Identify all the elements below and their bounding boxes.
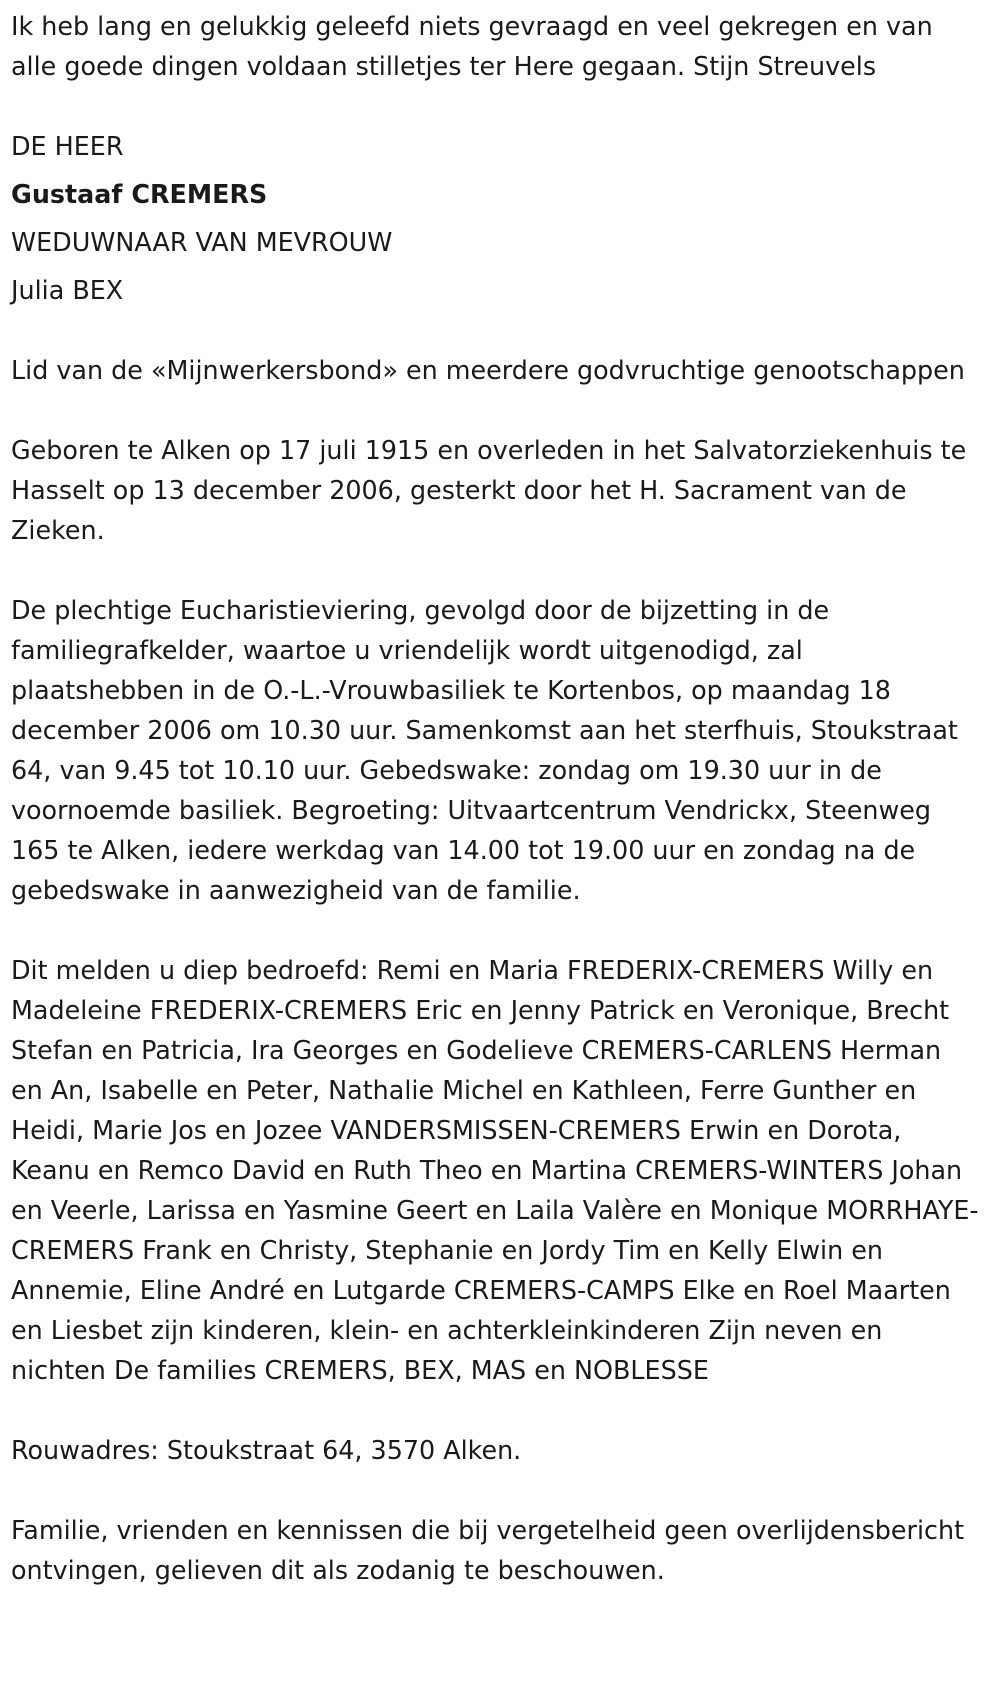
- birth-death-paragraph: Geboren te Alken op 17 juli 1915 en overleden in het Salvatorziekenhuis te Hasselt op 13 december 2006, gesterkt door het H. Sacrament van de Zieken.: [11, 435, 967, 545]
- ceremony-paragraph: De plechtige Eucharistieviering, gevolgd door de bijzetting in de familiegrafkelder, waartoe u vriendelijk wordt uitgenodigd, zal plaatshebben in de O.-L.-Vrouwbasiliek te Kortenbos, op maandag 18 december 2006 om 10.30 uur. Samenkomst aan het sterfhuis, Stoukstraat 64, van 9.45 tot 10.10 uur. Gebedswake: zondag om 19.30 uur in de voornoemde basiliek. Begroeting: Uitvaartcentrum Vendrickx, Steenweg 165 te Alken, iedere werkdag van 14.00 tot 19.00 uur en zondag na de gebedswake in aanwezigheid van de familie.: [11, 595, 958, 905]
- deceased-name: Gustaaf CREMERS: [11, 179, 268, 209]
- spouse-name: Julia BEX: [11, 275, 124, 305]
- closing-paragraph: Familie, vrienden en kennissen die bij vergetelheid geen overlijdensbericht ontvingen, gelieven dit als zodanig te beschouwen.: [11, 1515, 965, 1585]
- opening-quote: Ik heb lang en gelukkig geleefd niets gevraagd en veel gekregen en van alle goede dingen voldaan stilletjes ter Here gegaan. Stijn Streuvels: [11, 11, 933, 81]
- relation-label: WEDUWNAAR VAN MEVROUW: [11, 227, 393, 257]
- mourning-address: Rouwadres: Stoukstraat 64, 3570 Alken.: [11, 1435, 522, 1465]
- membership-paragraph: Lid van de «Mijnwerkersbond» en meerdere godvruchtige genootschappen: [11, 355, 965, 385]
- family-paragraph: Dit melden u diep bedroefd: Remi en Maria FREDERIX-CREMERS Willy en Madeleine FREDERIX-CREMERS Eric en Jenny Patrick en Veronique, Brecht Stefan en Patricia, Ira Georges en Godelieve CREMERS-CARLENS Herman en An, Isabelle en Peter, Nathalie Michel en Kathleen, Ferre Gunther en Heidi, Marie Jos en Jozee VANDERSMISSEN-CREMERS Erwin en Dorota, Keanu en Remco David en Ruth Theo en Martina CREMERS-WINTERS Johan en Veerle, Larissa en Yasmine Geert en Laila Valère en Monique MORRHAYE-CREMERS Frank en Christy, Stephanie en Jordy Tim en Kelly Elwin en Annemie, Eline André en Lutgarde CREMERS-CAMPS Elke en Roel Maarten en Liesbet zijn kinderen, klein- en achterkleinkinderen Zijn neven en nichten De families CREMERS, BEX, MAS en NOBLESSE: [11, 955, 979, 1385]
- deceased-heading: [11, 126, 980, 310]
- title-prefix: DE HEER: [11, 131, 124, 161]
